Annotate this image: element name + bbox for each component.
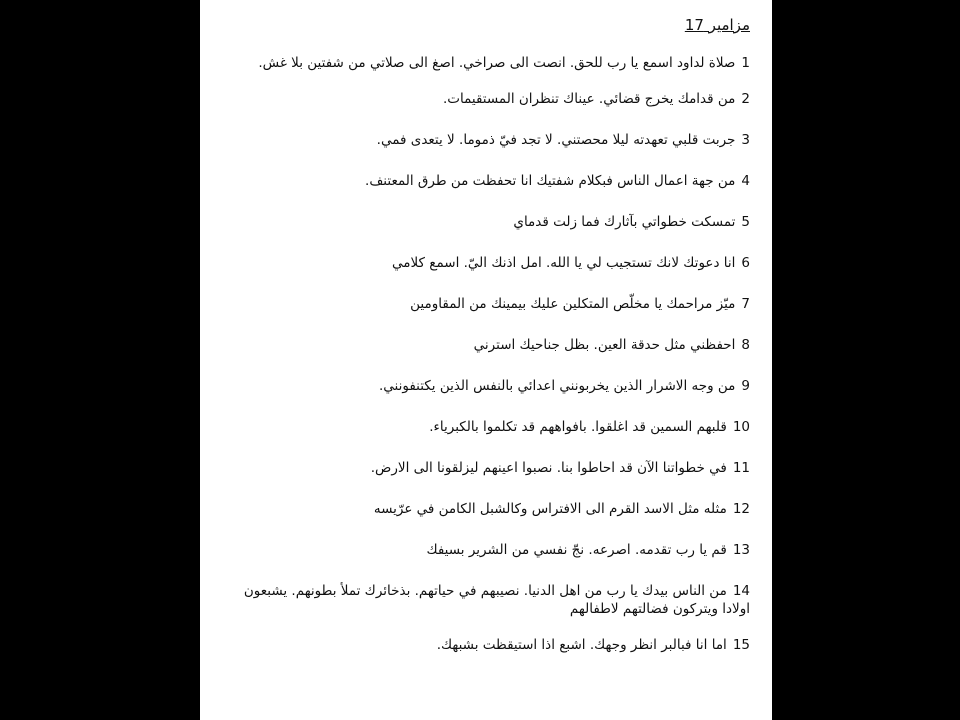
verse-number: 12 [732, 501, 750, 517]
verse-number: 5 [741, 214, 750, 230]
verse-5 [220, 213, 750, 231]
verse-2 [220, 90, 750, 108]
verse-1 [220, 54, 750, 72]
verse-11 [220, 459, 750, 477]
verse-number: 6 [741, 255, 750, 271]
verse-15 [220, 636, 750, 654]
verse-text: جربت قلبي تعهدته ليلا محصتني. لا تجد فيّ ذموما. لا يتعدى فمي. [376, 132, 736, 148]
verse-9 [220, 377, 750, 395]
verse-number: 14 [732, 583, 750, 599]
verse-6 [220, 254, 750, 272]
verse-text: قم يا رب تقدمه. اصرعه. نجّ نفسي من الشرير بسيفك [426, 542, 727, 558]
verse-10 [220, 418, 750, 436]
verse-number: 9 [741, 378, 750, 394]
verse-number: 15 [732, 637, 750, 653]
verse-number: 10 [732, 419, 750, 435]
verse-text: احفظني مثل حدقة العين. بظل جناحيك استرني [473, 337, 736, 353]
verse-number: 3 [741, 132, 750, 148]
verse-text: من جهة اعمال الناس فبكلام شفتيك انا تحفظت من طرق المعتنف. [365, 173, 736, 189]
verse-13 [220, 541, 750, 559]
verse-number: 4 [741, 173, 750, 189]
verse-text: اما انا فبالبر انظر وجهك. اشبع اذا استيقظت بشبهك. [436, 637, 727, 653]
verse-text: من وجه الاشرار الذين يخربونني اعدائي بالنفس الذين يكتنفونني. [378, 378, 736, 394]
verse-text: قلبهم السمين قد اغلقوا. بافواههم قد تكلموا بالكبرياء. [429, 419, 727, 435]
verse-4 [220, 172, 750, 190]
verse-text: ميّز مراحمك يا مخلّص المتكلين عليك بيمينك من المقاومين [410, 296, 736, 312]
verse-text: من الناس بيدك يا رب من اهل الدنيا. نصيبهم في حياتهم. بذخائرك تملأ بطونهم. يشبعون اولادا ويتركون فضالتهم لاطفالهم [243, 583, 750, 617]
psalm-text [200, 0, 772, 654]
verse-number: 11 [732, 460, 750, 476]
verse-number: 1 [741, 55, 750, 71]
verse-number: 8 [741, 337, 750, 353]
verse-text: صلاة لداود اسمع يا رب للحق. انصت الى صراخي. اصغ الى صلاتي من شفتين بلا غش. [258, 55, 736, 71]
verse-number: 7 [741, 296, 750, 312]
verse-text: مثله مثل الاسد القرم الى الافتراس وكالشبل الكامن في عرّيسه [373, 501, 727, 517]
verse-number: 2 [741, 91, 750, 107]
verse-12 [220, 500, 750, 518]
verse-text: تمسكت خطواتي بآثارك فما زلت قدماي [513, 214, 736, 230]
verse-text: في خطواتنا الآن قد احاطوا بنا. نصبوا اعينهم ليزلقونا الى الارض. [370, 460, 727, 476]
verse-text: من قدامك يخرج قضائي. عيناك تنظران المستقيمات. [442, 91, 736, 107]
document-page [200, 0, 772, 720]
verse-3 [220, 131, 750, 149]
verse-8 [220, 336, 750, 354]
verse-14 [220, 582, 750, 618]
verse-7 [220, 295, 750, 313]
verse-number: 13 [732, 542, 750, 558]
verse-text: انا دعوتك لانك تستجيب لي يا الله. امل اذنك اليّ. اسمع كلامي [392, 255, 736, 271]
page-title: مزامير 17 [684, 16, 750, 34]
